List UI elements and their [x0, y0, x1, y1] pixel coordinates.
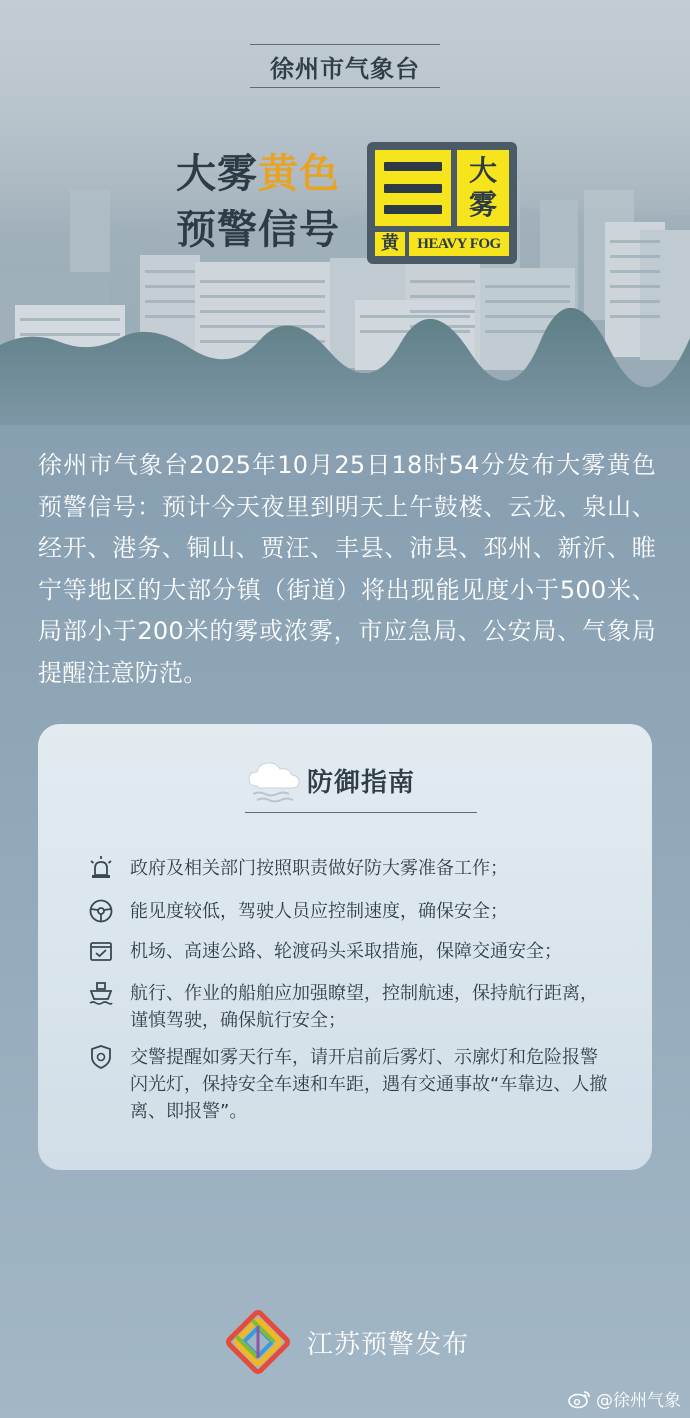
warning-title [176, 146, 366, 258]
fog-signal-badge [367, 142, 517, 264]
defense-guide-card [38, 724, 652, 1170]
weibo-handle: @徐州气象 [596, 1391, 681, 1411]
weibo-watermark [568, 1386, 681, 1411]
police-shield-icon [88, 1044, 114, 1070]
siren-icon [88, 855, 114, 881]
fog-cloud-icon [245, 756, 301, 808]
agency-name: 徐州市气象台 [250, 44, 440, 88]
clipboard-check-icon [88, 938, 114, 964]
guide-title: 防御指南 [307, 768, 416, 798]
weibo-icon [568, 1389, 592, 1409]
warning-announcement: 徐州市气象台2025年10月25日18时54分发布大雾黄色预警信号：预计今天夜里到明天上午鼓楼、云龙、泉山、经开、港务、铜山、贾汪、丰县、沛县、邳州、新沂、睢宁等地区的大部分镇（街道）将出现能见度小于500米、局部小于200米的雾或浓雾，市应急局、公安局、气象局提醒注意防范。 [38, 451, 656, 687]
warning-level-text: 黄色 [258, 151, 340, 197]
signal-level-char: 黄 [375, 232, 405, 256]
guide-item-text: 能见度较低，驾驶人员应控制速度，确保安全； [130, 901, 508, 922]
warning-title-line1: 大雾黄色 [176, 151, 340, 197]
guide-item-text: 航行、作业的船舶应加强瞭望，控制航速，保持航行距离，谨慎驾驶，确保航行安全； [130, 983, 598, 1031]
ship-icon [88, 980, 114, 1006]
guide-header [245, 754, 477, 813]
fog-bars-icon [375, 150, 451, 226]
jiangsu-warning-logo-icon [222, 1306, 294, 1378]
steering-wheel-icon [88, 898, 114, 924]
signal-english-label: HEAVY FOG [409, 232, 509, 256]
guide-item-text: 政府及相关部门按照职责做好防大雾准备工作； [130, 858, 508, 879]
guide-item-text: 交警提醒如雾天行车，请开启前后雾灯、示廓灯和危险报警闪光灯，保持安全车速和车距，遇有交通事故“车靠边、人撤离、即报警”。 [130, 1047, 608, 1122]
hero-banner [0, 0, 690, 425]
warning-title-line2: 预警信号 [176, 207, 340, 253]
guide-item-text: 机场、高速公路、轮渡码头采取措施，保障交通安全； [130, 941, 562, 962]
signal-type-chars: 大 雾 [457, 150, 509, 226]
footer-brand: 江苏预警发布 [307, 1330, 470, 1360]
